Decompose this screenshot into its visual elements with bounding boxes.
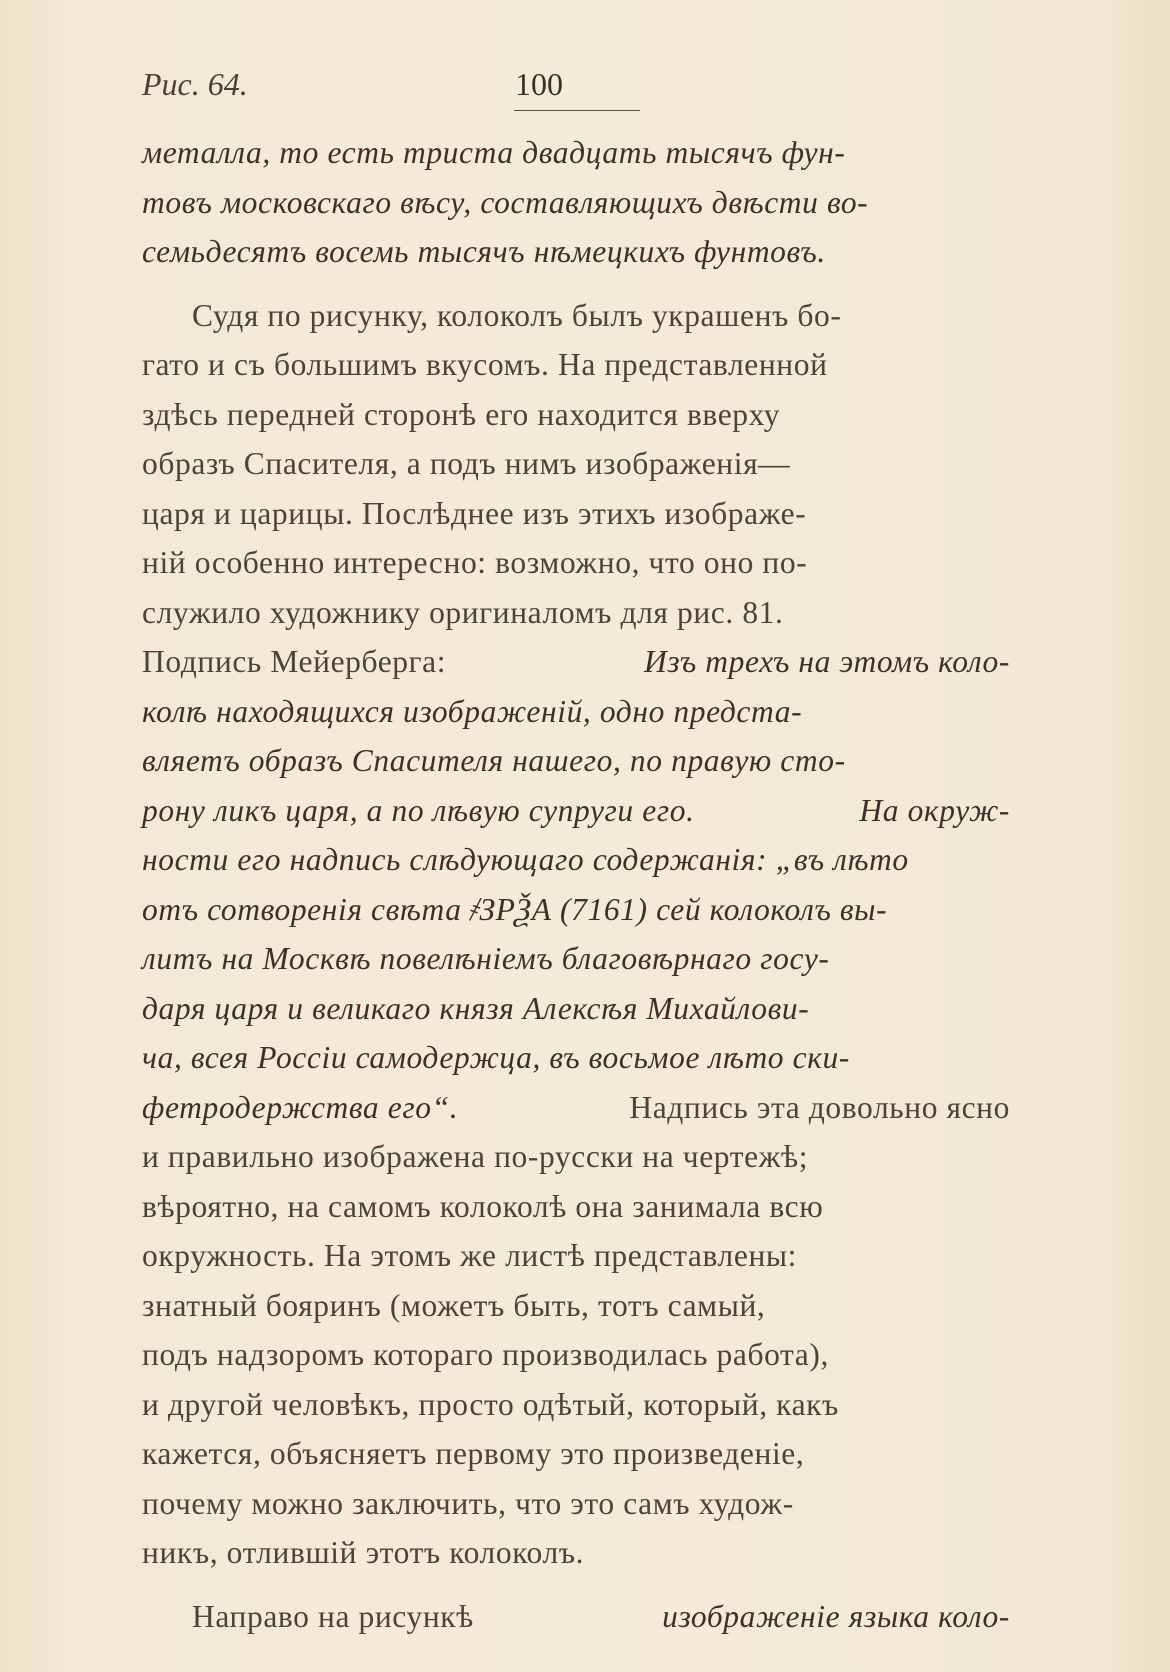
text-segment: царя и царицы. Послѣднее изъ этихъ изображе- xyxy=(142,495,807,531)
italic-text-segment: товъ московскаго вѣсу, составляющихъ двѣсти во- xyxy=(142,184,869,220)
text-line xyxy=(142,984,1010,1034)
text-line xyxy=(142,489,1010,539)
text-segment: Надпись эта довольно ясно xyxy=(629,1089,1010,1125)
italic-text-segment: рону ликъ царя, а по лѣвую супруги его. xyxy=(142,792,695,828)
text-line xyxy=(142,736,1010,786)
italic-text-segment: колѣ находящихся изображеній, одно предста- xyxy=(142,693,803,729)
text-line xyxy=(142,1132,1010,1182)
italic-text-segment: вляетъ образъ Спасителя нашего, по правую сто- xyxy=(142,743,846,778)
italic-text-segment: металла, то есть триста двадцать тысячъ фун- xyxy=(142,135,846,170)
text-line xyxy=(142,786,1010,836)
italic-text-segment: изображеніе языка коло- xyxy=(662,1598,1010,1634)
text-line xyxy=(142,178,1010,228)
text-segment: служило художнику оригиналомъ для рис. 81. xyxy=(142,594,784,630)
text-line xyxy=(142,128,1010,178)
italic-text-segment: ча, всея Россіи самодержца, въ восьмое лѣто ски- xyxy=(142,1040,850,1075)
italic-text-segment: литъ на Москвѣ повелѣніемъ благовѣрнаго госу- xyxy=(142,941,830,976)
paragraph-gap xyxy=(142,1578,1010,1592)
italic-text-segment: Изъ трехъ на этомъ коло- xyxy=(644,644,1010,679)
italic-text-segment: даря царя и великаго князя Алексѣя Михайлови- xyxy=(142,990,810,1026)
figure-reference: Рис. 64. xyxy=(142,66,248,102)
text-segment: и другой человѣкъ, просто одѣтый, который, какъ xyxy=(142,1386,839,1422)
header-rule xyxy=(514,110,640,111)
text-line xyxy=(142,1231,1010,1281)
italic-text-segment: На окруж- xyxy=(859,792,1010,828)
text-line xyxy=(142,637,1010,687)
text-segment: здѣсь передней сторонѣ его находится вверху xyxy=(142,396,781,432)
text-segment: знатный бояринъ (можетъ быть, тотъ самый, xyxy=(142,1287,766,1323)
text-line xyxy=(142,1479,1010,1529)
text-line xyxy=(142,835,1010,885)
page-header xyxy=(142,66,1010,116)
text-segment: вѣроятно, на самомъ колоколѣ она занимала всю xyxy=(142,1188,824,1224)
text-segment: Подпись Мейерберга: xyxy=(142,644,447,679)
text-line xyxy=(142,588,1010,638)
text-line xyxy=(142,439,1010,489)
text-segment: гато и съ большимъ вкусомъ. На представленной xyxy=(142,347,828,382)
text-segment: Судя по рисунку, колоколъ былъ украшенъ бо- xyxy=(192,297,842,333)
text-line xyxy=(142,1083,1010,1133)
text-line xyxy=(142,538,1010,588)
text-segment: ній особенно интересно: возможно, что оно по- xyxy=(142,545,808,580)
text-segment: кажется, объясняетъ первому это произведеніе, xyxy=(142,1436,805,1471)
text-line xyxy=(142,934,1010,984)
italic-text-segment: ности его надпись слѣдующаго содержанія: „въ лѣто xyxy=(142,842,909,877)
body-text xyxy=(142,128,1010,1641)
text-line xyxy=(142,687,1010,737)
text-line xyxy=(142,1429,1010,1479)
text-line xyxy=(142,227,1010,277)
italic-text-segment: фетродержства его“. xyxy=(142,1089,459,1125)
page-number: 100 xyxy=(515,66,563,102)
text-segment: образъ Спасителя, а подъ нимъ изображенія— xyxy=(142,446,791,481)
text-line xyxy=(142,291,1010,341)
text-line xyxy=(142,1033,1010,1083)
text-line xyxy=(142,1592,1010,1642)
text-segment: никъ, отлившій этотъ колоколъ. xyxy=(142,1535,585,1570)
paragraph xyxy=(142,1592,1010,1642)
paragraph xyxy=(142,128,1010,277)
text-segment: окружность. На этомъ же листѣ представлены: xyxy=(142,1238,798,1273)
italic-text-segment: семьдесятъ восемь тысячъ нѣмецкихъ фунтовъ. xyxy=(142,234,826,269)
text-line xyxy=(142,340,1010,390)
text-line xyxy=(142,1182,1010,1232)
italic-text-segment: отъ сотворенія свѣта ҂ЗРѮА (7161) сей колоколъ вы- xyxy=(142,891,888,927)
text-line xyxy=(142,1528,1010,1578)
paragraph xyxy=(142,291,1010,1578)
text-segment: и правильно изображена по-русски на чертежѣ; xyxy=(142,1139,809,1174)
text-line xyxy=(142,1281,1010,1331)
text-segment: Направо на рисункѣ xyxy=(192,1598,474,1634)
text-line xyxy=(142,1330,1010,1380)
text-line xyxy=(142,390,1010,440)
text-segment: почему можно заключить, что это самъ худож- xyxy=(142,1485,794,1521)
paragraph-gap xyxy=(142,277,1010,291)
text-line xyxy=(142,885,1010,935)
text-line xyxy=(142,1380,1010,1430)
text-segment: подъ надзоромъ котораго производилась работа), xyxy=(142,1337,829,1372)
